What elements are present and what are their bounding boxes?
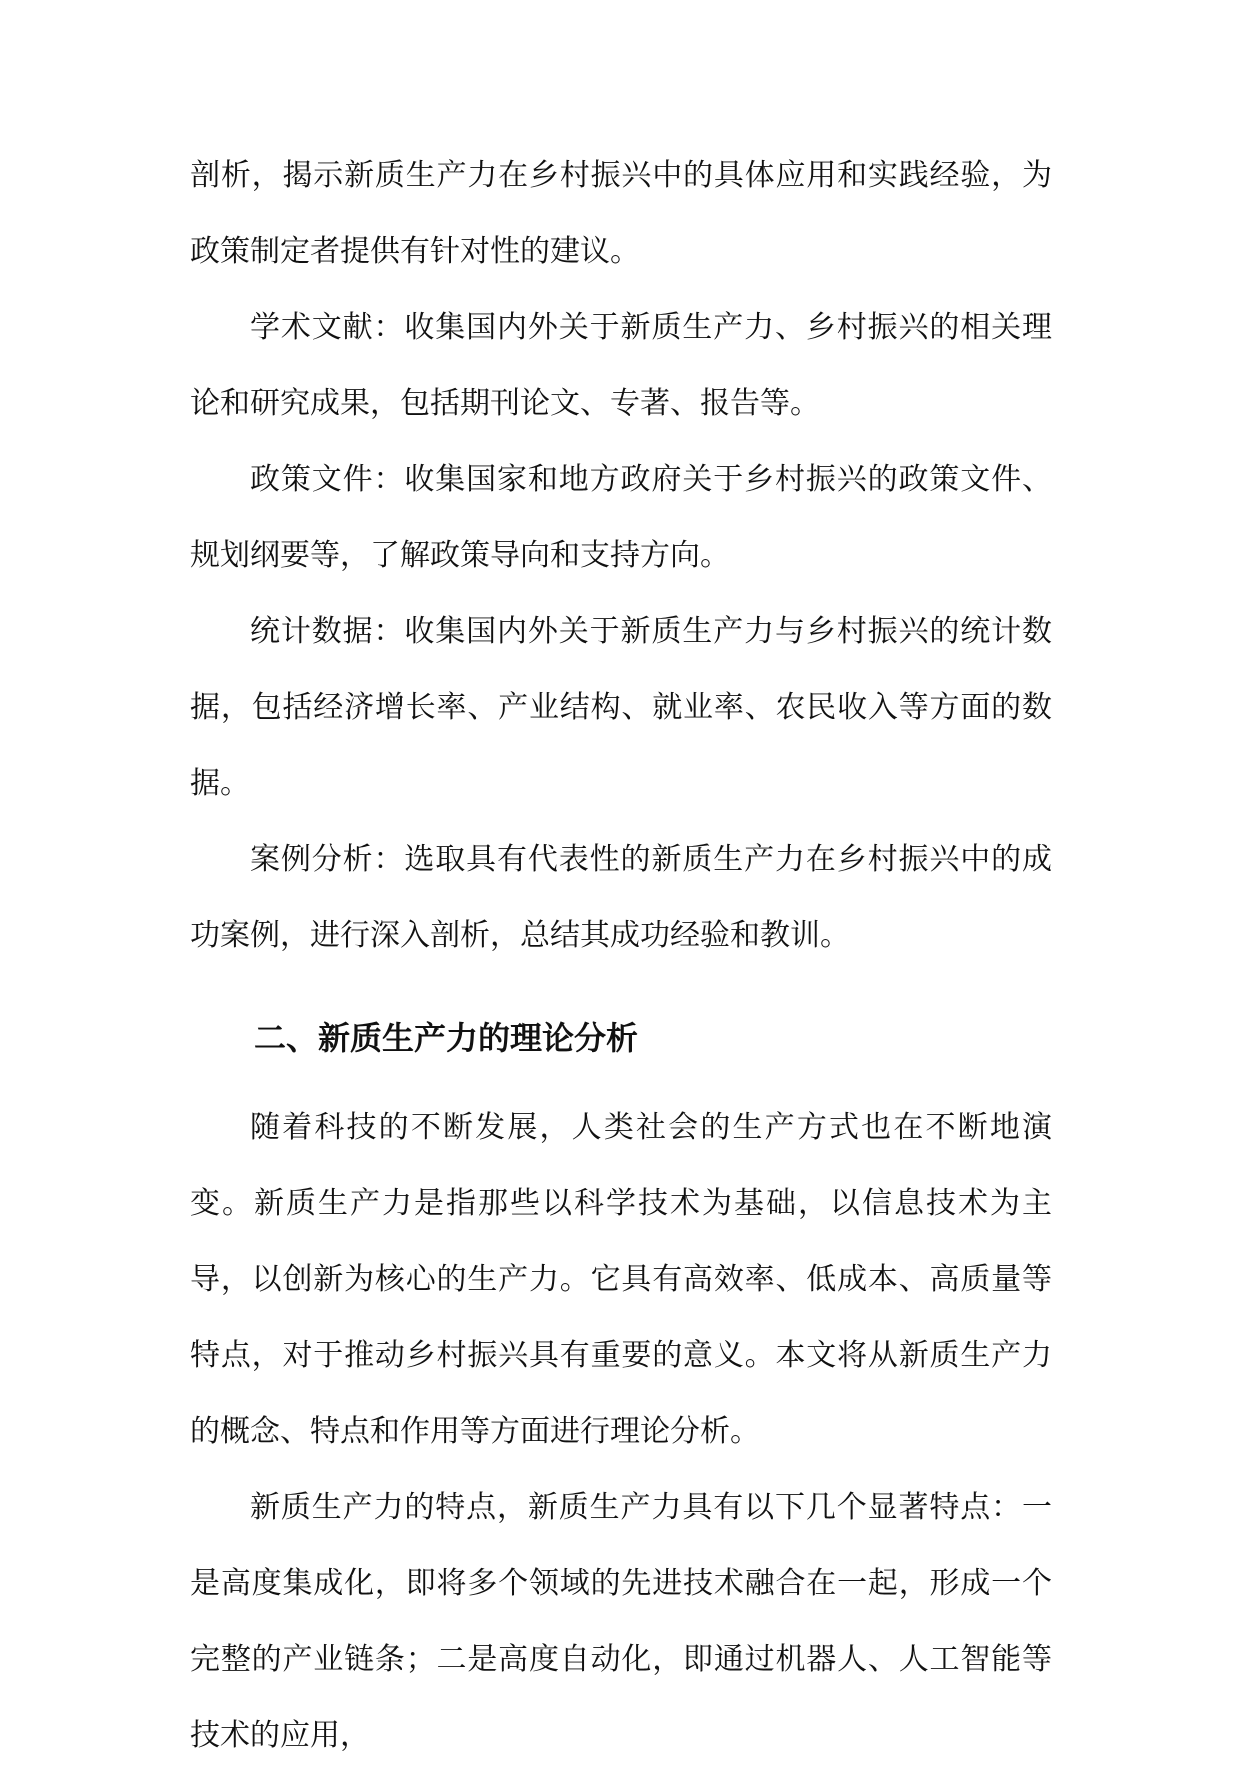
section-heading: 二、新质生产力的理论分析	[254, 1019, 639, 1057]
document-body	[190, 138, 1052, 1774]
paragraph-case-analysis: 案例分析：选取具有代表性的新质生产力在乡村振兴中的成功案例，进行深入剖析，总结其成功经验和教训。	[190, 842, 1052, 953]
paragraph-statistical-data: 统计数据：收集国内外关于新质生产力与乡村振兴的统计数据，包括经济增长率、产业结构、就业率、农民收入等方面的数据。	[190, 614, 1052, 801]
paragraph-characteristics: 新质生产力的特点，新质生产力具有以下几个显著特点：一是高度集成化，即将多个领域的先进技术融合在一起，形成一个完整的产业链条；二是高度自动化，即通过机器人、人工智能等技术的应用，	[190, 1490, 1052, 1753]
paragraph-continuation: 剖析，揭示新质生产力在乡村振兴中的具体应用和实践经验，为政策制定者提供有针对性的建议。	[190, 158, 1052, 269]
paragraph-theory-intro: 随着科技的不断发展，人类社会的生产方式也在不断地演变。新质生产力是指那些以科学技术为基础，以信息技术为主导，以创新为核心的生产力。它具有高效率、低成本、高质量等特点，对于推动乡村振兴具有重要的意义。本文将从新质生产力的概念、特点和作用等方面进行理论分析。	[190, 1110, 1052, 1449]
paragraph-policy-documents: 政策文件：收集国家和地方政府关于乡村振兴的政策文件、规划纲要等，了解政策导向和支持方向。	[190, 462, 1052, 573]
paragraph-academic-literature: 学术文献：收集国内外关于新质生产力、乡村振兴的相关理论和研究成果，包括期刊论文、专著、报告等。	[190, 310, 1052, 421]
